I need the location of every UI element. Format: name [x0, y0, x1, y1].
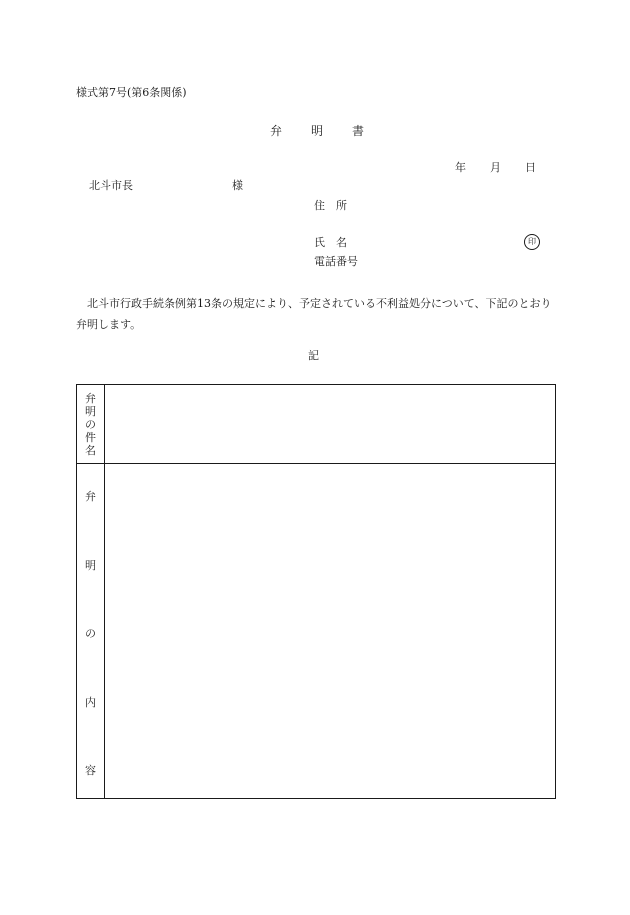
- date-line: [455, 161, 536, 175]
- content-label-char: 内: [85, 695, 96, 709]
- title-char: 弁: [270, 124, 283, 138]
- date-day: 日: [525, 161, 536, 174]
- table-row-content: [77, 464, 556, 799]
- phone-label: 電話番号: [314, 255, 358, 268]
- subject-label-char: 明: [85, 404, 96, 418]
- body-text: 北斗市行政手続条例第13条の規定により、予定されている不利益処分について、下記のとおり弁明します。: [76, 297, 552, 331]
- table-row-subject: [77, 385, 556, 464]
- subject-label-char: 弁: [85, 391, 96, 405]
- content-value-cell[interactable]: [105, 464, 556, 799]
- document-title: [270, 124, 393, 138]
- statement-table: [76, 384, 556, 799]
- content-label-char: 明: [85, 558, 96, 572]
- subject-label-cell: [77, 385, 105, 464]
- form-number: 様式第7号(第6条関係): [76, 86, 187, 99]
- title-char: 書: [352, 124, 365, 138]
- subject-label-char: 名: [85, 443, 96, 457]
- name-label: 氏 名: [314, 236, 347, 249]
- content-label-char: の: [85, 627, 96, 640]
- honorific: 様: [232, 179, 243, 192]
- content-label-char: 弁: [85, 490, 96, 503]
- ki-heading: 記: [308, 349, 319, 362]
- content-label-char: 容: [85, 764, 96, 777]
- subject-value-cell[interactable]: [105, 385, 556, 464]
- subject-label-char: 件: [85, 430, 96, 444]
- date-year: 年: [455, 161, 466, 174]
- title-char: 明: [311, 124, 324, 138]
- date-month: 月: [490, 161, 501, 174]
- subject-label-char: の: [85, 417, 96, 431]
- addressee: 北斗市長: [89, 179, 133, 192]
- content-label-cell: [77, 464, 105, 799]
- address-label: 住 所: [314, 199, 347, 212]
- seal-mark: 印: [524, 234, 540, 250]
